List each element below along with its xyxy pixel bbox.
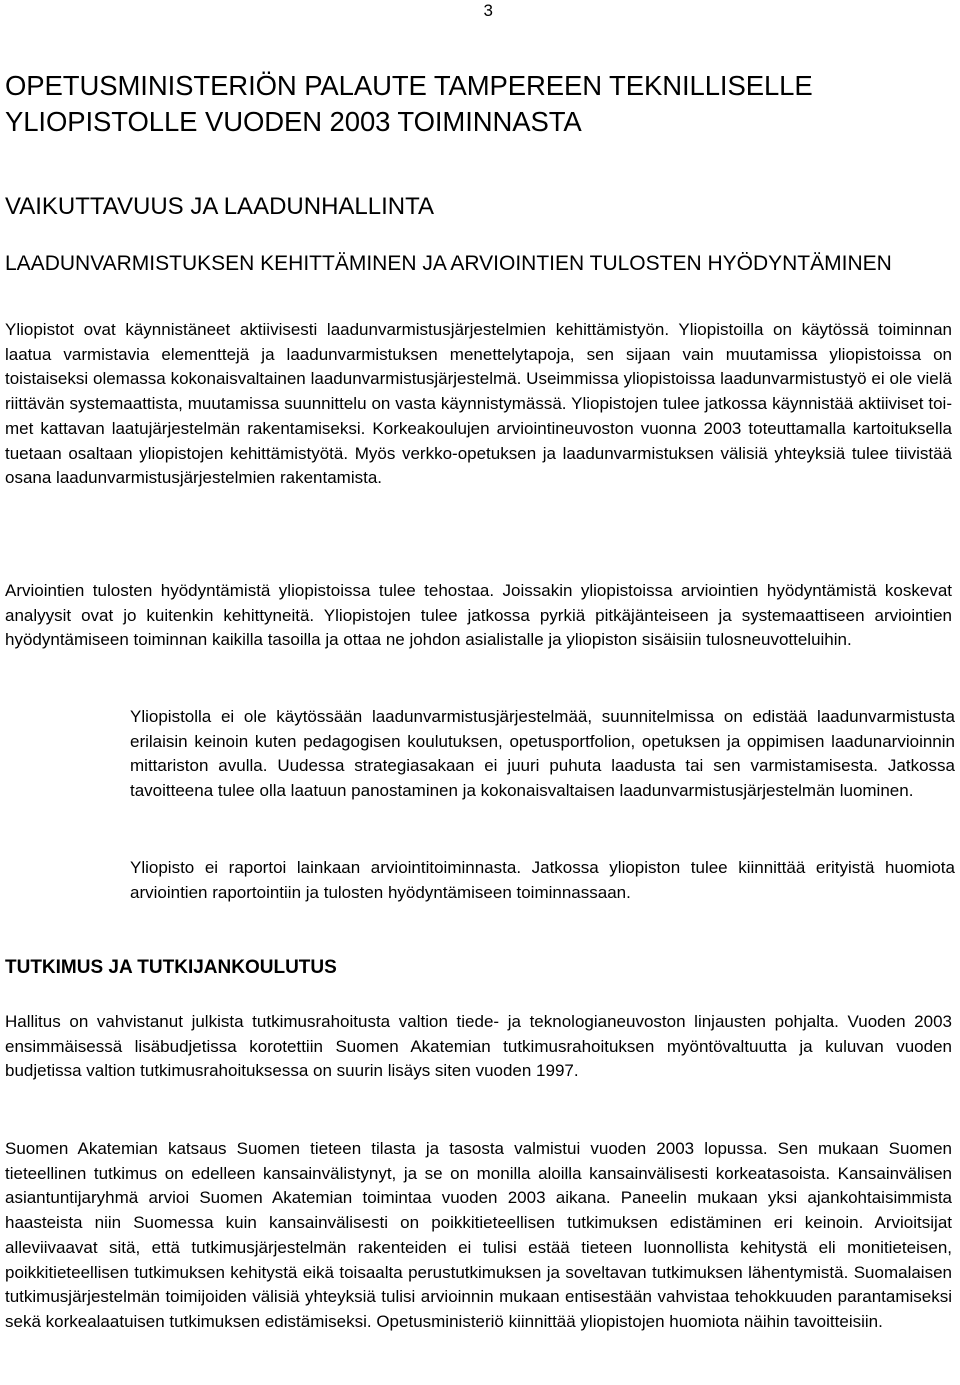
paragraph-evaluation-results: Arviointien tulosten hyödyntämistä yliopistoissa tulee tehostaa. Joissakin yliopistoissa arviointien hyödyntämistä koskevat analyysit ovat jo kuitenkin kehittyneitä. Yliopistojen tulee jatkossa pyrkiä pitkäjänteiseen ja systemaattiseen arviointien hyödyntämiseen toiminnan kaikilla tasoilla ja ottaa ne johdon asialistalle ja yliopiston sisäisiin tulosneuvotteluihin. [5, 581, 952, 650]
page-number: 3 [483, 1, 493, 20]
main-title: OPETUSMINISTERIÖN PALAUTE TAMPEREEN TEKNILLISELLE YLIOPISTOLLE VUODEN 2003 TOIMINNASTA [5, 70, 813, 137]
subsection-title: LAADUNVARMISTUKSEN KEHITTÄMINEN JA ARVIOINTIEN TULOSTEN HYÖDYNTÄMINEN [5, 252, 892, 275]
paragraph-quality-assurance: Yliopistot ovat käynnistäneet aktiivisesti laadunvarmistusjärjestelmien kehittämistyön. Yliopistoilla on käytössä toiminnan laatua varmistavia elementtejä ja laadunvarmistuksen menettelytapoja, sen sijaan vain muutamissa yliopistoissa on toistaiseksi olemassa kokonaisvaltainen laadunvarmistusjärjestelmä. Useimmissa yliopistoissa laadunvarmistustyö ei ole vielä riittävän systemaattista, muutamissa suunnittelu on vasta käynnistymässä. Yliopistojen tulee jatkossa käynnistää aktiiviset toimet kattavan laatujärjestelmän rakentamiseksi. Korkeakoulujen arviointineuvoston vuonna 2003 toteuttamalla kartoituksella tuetaan osaltaan yliopistojen kehittämistyötä. Myös verkko-opetuksen ja laadunvarmistuksen välisiä yhteyksiä tulee tiivistää osana laadunvarmistusjärjestelmien rakentamista. [5, 320, 952, 488]
paragraph-university-feedback-reporting: Yliopisto ei raportoi lainkaan arviointitoiminnasta. Jatkossa yliopiston tulee kiinnittää erityistä huomiota arviointien raportointiin ja tulosten hyödyntämiseen toiminnassaan. [130, 858, 955, 902]
paragraph-academy-review: Suomen Akatemian katsaus Suomen tieteen tilasta ja tasosta valmistui vuoden 2003 lopussa. Sen mukaan Suomen tieteellinen tutkimus on edelleen kansainvälistynyt, ja se on monilla aloilla kansainvälisesti korkeatasoista. Kansainvälisen asiantuntijaryhmä arvioi Suomen Akatemian toimintaa vuoden 2003 aikana. Paneelin mukaan yksi ajankohtaisimmista haasteista niin Suomessa kuin kansainvälisesti on poikkitieteellisen tutkimuksen edistäminen eri keinoin. Arvioitsijat alleviivaavat sitä, että tutkimusjärjestelmän rakenteiden ei tulisi estää tieteen luonnollista kehitystä eli monitieteisen, poikkitieteellisen tutkimuksen kehitystä eikä toisaalta perustutkimuksen ja soveltavan tutkimuksen lähentymistä. Suomalaisen tutkimusjärjestelmän toimijoiden välisiä yhteyksiä tulisi arvioinnin mukaan entisestään vahvistaa tehokkuuden parantamiseksi sekä korkealaatuisen tutkimuksen edistämiseksi. Opetusministeriö kiinnittää yliopistojen huomiota näihin tavoitteisiin. [5, 1139, 952, 1331]
section-title: VAIKUTTAVUUS JA LAADUNHALLINTA [5, 193, 434, 220]
paragraph-university-feedback-quality: Yliopistolla ei ole käytössään laadunvarmistusjärjestelmää, suunnitelmissa on edistää laadunvarmistusta erilaisin keinoin kuten pedagogisen koulutuksen, opetusportfolion, opetuksen ja oppimisen laadunarvioinnin mittariston avulla. Uudessa strategiasakaan ei juuri puhuta laadusta tai sen varmistamisesta. Jatkossa tavoitteena tulee olla laatuun panostaminen ja kokonaisvaltaisen laadunvarmistusjärjestelmän luominen. [130, 707, 955, 801]
paragraph-research-funding: Hallitus on vahvistanut julkista tutkimusrahoitusta valtion tiede- ja teknologianeuvoston linjausten pohjalta. Vuoden 2003 ensimmäisessä lisäbudjetissa korotettiin Suomen Akatemian tutkimusrahoituksen myöntövaltuutta ja kuluvan vuoden budjetissa valtion tutkimusrahoituksessa on suurin lisäys siten vuoden 1997. [5, 1012, 952, 1081]
research-section-title: TUTKIMUS JA TUTKIJANKOULUTUS [5, 957, 337, 978]
